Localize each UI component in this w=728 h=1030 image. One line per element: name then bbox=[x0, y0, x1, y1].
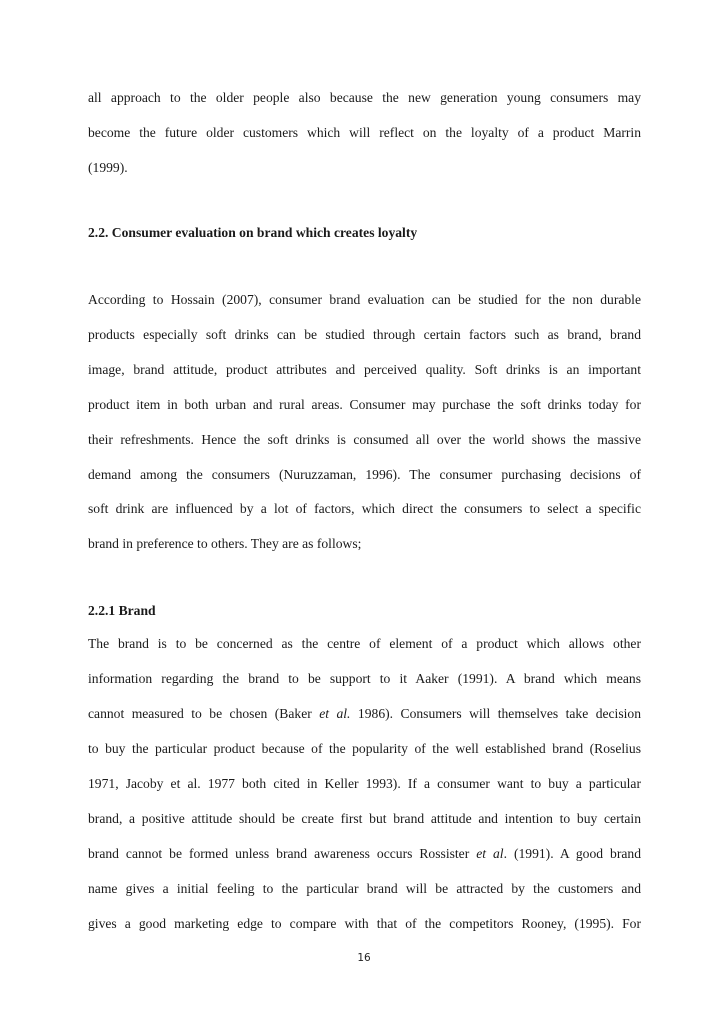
brand-line-7-text-b: . (1991). A good brand bbox=[503, 846, 641, 861]
brand-line-7 bbox=[88, 846, 641, 862]
brand-line-2: information regarding the brand to be support to it Aaker (1991). A brand which means bbox=[88, 671, 641, 686]
section-2-2-line-6: demand among the consumers (Nuruzzaman, 1996). The consumer purchasing decisions of bbox=[88, 467, 641, 482]
section-heading-2-2: 2.2. Consumer evaluation on brand which creates loyalty bbox=[88, 225, 418, 240]
brand-line-3-text-a: cannot measured to be chosen (Baker bbox=[88, 706, 320, 721]
page-number: 16 bbox=[357, 952, 371, 964]
brand-line-6: brand, a positive attitude should be create first but brand attitude and intention to buy certain bbox=[88, 811, 641, 826]
section-2-2-line-1: According to Hossain (2007), consumer brand evaluation can be studied for the non durable bbox=[88, 292, 641, 307]
section-2-2-line-3: image, brand attitude, product attributes and perceived quality. Soft drinks is an important bbox=[88, 362, 641, 377]
section-heading-2-2-1: 2.2.1 Brand bbox=[88, 603, 156, 618]
brand-line-7-text-a: brand cannot be formed unless brand awareness occurs Rossister bbox=[88, 846, 477, 861]
brand-line-1: The brand is to be concerned as the centre of element of a product which allows other bbox=[88, 636, 641, 651]
brand-line-7-italic: et al bbox=[476, 846, 504, 861]
section-2-2-line-5: their refreshments. Hence the soft drinks is consumed all over the world shows the massive bbox=[88, 432, 641, 447]
brand-line-5: 1971, Jacoby et al. 1977 both cited in Keller 1993). If a consumer want to buy a particular bbox=[88, 776, 641, 791]
intro-line-3: (1999). bbox=[88, 160, 128, 175]
section-2-2-line-2: products especially soft drinks can be studied through certain factors such as brand, brand bbox=[88, 327, 641, 342]
brand-line-3-text-b: 1986). Consumers will themselves take decision bbox=[350, 706, 641, 721]
brand-line-3-italic: et al. bbox=[319, 706, 351, 721]
brand-line-9: gives a good marketing edge to compare with that of the competitors Rooney, (1995). For bbox=[88, 916, 641, 931]
section-2-2-line-8: brand in preference to others. They are as follows; bbox=[88, 536, 362, 551]
brand-line-3 bbox=[88, 706, 641, 722]
section-2-2-line-7: soft drink are influenced by a lot of factors, which direct the consumers to select a specific bbox=[88, 501, 641, 516]
brand-line-8: name gives a initial feeling to the particular brand will be attracted by the customers and bbox=[88, 881, 641, 896]
intro-line-1: all approach to the older people also because the new generation young consumers may bbox=[88, 90, 641, 105]
intro-line-2: become the future older customers which will reflect on the loyalty of a product Marrin bbox=[88, 125, 641, 140]
brand-line-4: to buy the particular product because of the popularity of the well established brand (Roselius bbox=[88, 741, 641, 756]
section-2-2-line-4: product item in both urban and rural areas. Consumer may purchase the soft drinks today for bbox=[88, 397, 641, 412]
